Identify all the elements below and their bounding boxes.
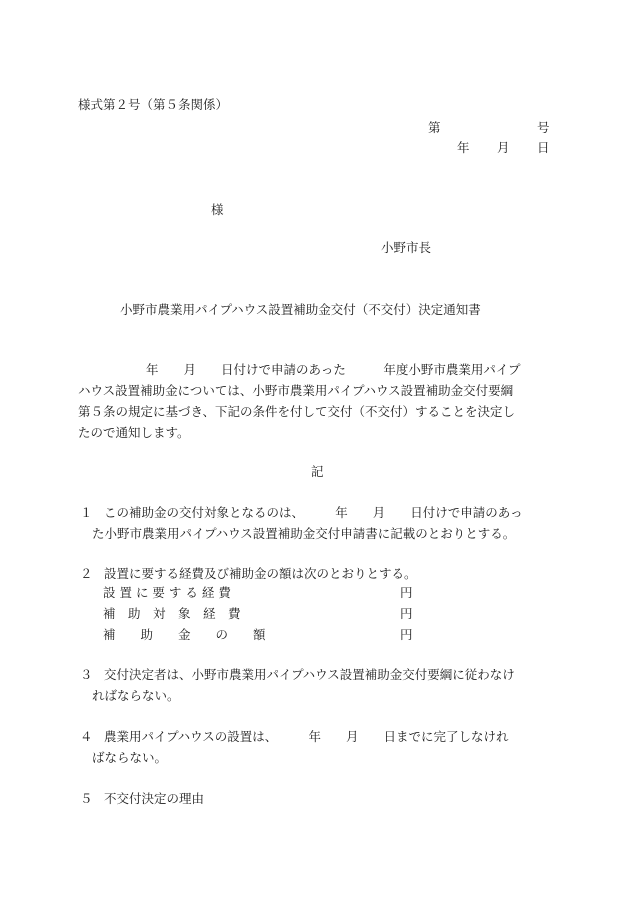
form-number: 様式第２号（第５条関係） — [78, 97, 229, 112]
item-text: 設置に要する経費及び補助金の額は次のとおりとする。 — [104, 566, 417, 581]
item-text: 交付決定者は、小野市農業用パイプハウス設置補助金交付要綱に従わなけ — [104, 667, 515, 682]
date-year: 年 — [457, 140, 470, 155]
item-number: ３ — [80, 667, 93, 682]
item-number: １ — [80, 505, 93, 520]
number-prefix: 第 — [428, 120, 441, 135]
item-text: ればならない。 — [92, 688, 180, 703]
cost-row-label: 補 助 金 の 額 — [103, 627, 266, 642]
item-text: この補助金の交付対象となるのは、 年 月 日付けで申請のあっ — [104, 505, 523, 520]
issuer: 小野市長 — [381, 240, 432, 255]
body-line: 年 月 日付けで申請のあった 年度小野市農業用パイプ — [146, 362, 521, 377]
addressee-suffix: 様 — [211, 202, 224, 217]
number-suffix: 号 — [537, 120, 550, 135]
cost-row-label: 設 置 に 要 す る 経 費 — [103, 585, 231, 600]
cost-row-label: 補 助 対 象 経 費 — [103, 606, 241, 621]
item-number: ４ — [80, 729, 93, 744]
item-number: ２ — [80, 566, 93, 581]
date-day: 日 — [537, 140, 550, 155]
body-line: たので通知します。 — [78, 425, 190, 440]
cost-row-unit: 円 — [400, 627, 413, 642]
document-title: 小野市農業用パイプハウス設置補助金交付（不交付）決定通知書 — [120, 302, 481, 317]
item-text: 不交付決定の理由 — [104, 791, 205, 806]
ki-heading: 記 — [311, 464, 324, 479]
cost-row-unit: 円 — [400, 606, 413, 621]
body-line: 第５条の規定に基づき、下記の条件を付して交付（不交付）することを決定し — [78, 404, 516, 419]
item-text: ばならない。 — [92, 750, 168, 765]
item-number: ５ — [80, 791, 93, 806]
cost-row-unit: 円 — [400, 585, 413, 600]
date-month: 月 — [497, 140, 510, 155]
item-text: た小野市農業用パイプハウス設置補助金交付申請書に記載のとおりとする。 — [92, 526, 516, 541]
body-line: ハウス設置補助金については、小野市農業用パイプハウス設置補助金交付要綱 — [78, 383, 514, 398]
item-text: 農業用パイプハウスの設置は、 年 月 日までに完了しなけれ — [104, 729, 509, 744]
